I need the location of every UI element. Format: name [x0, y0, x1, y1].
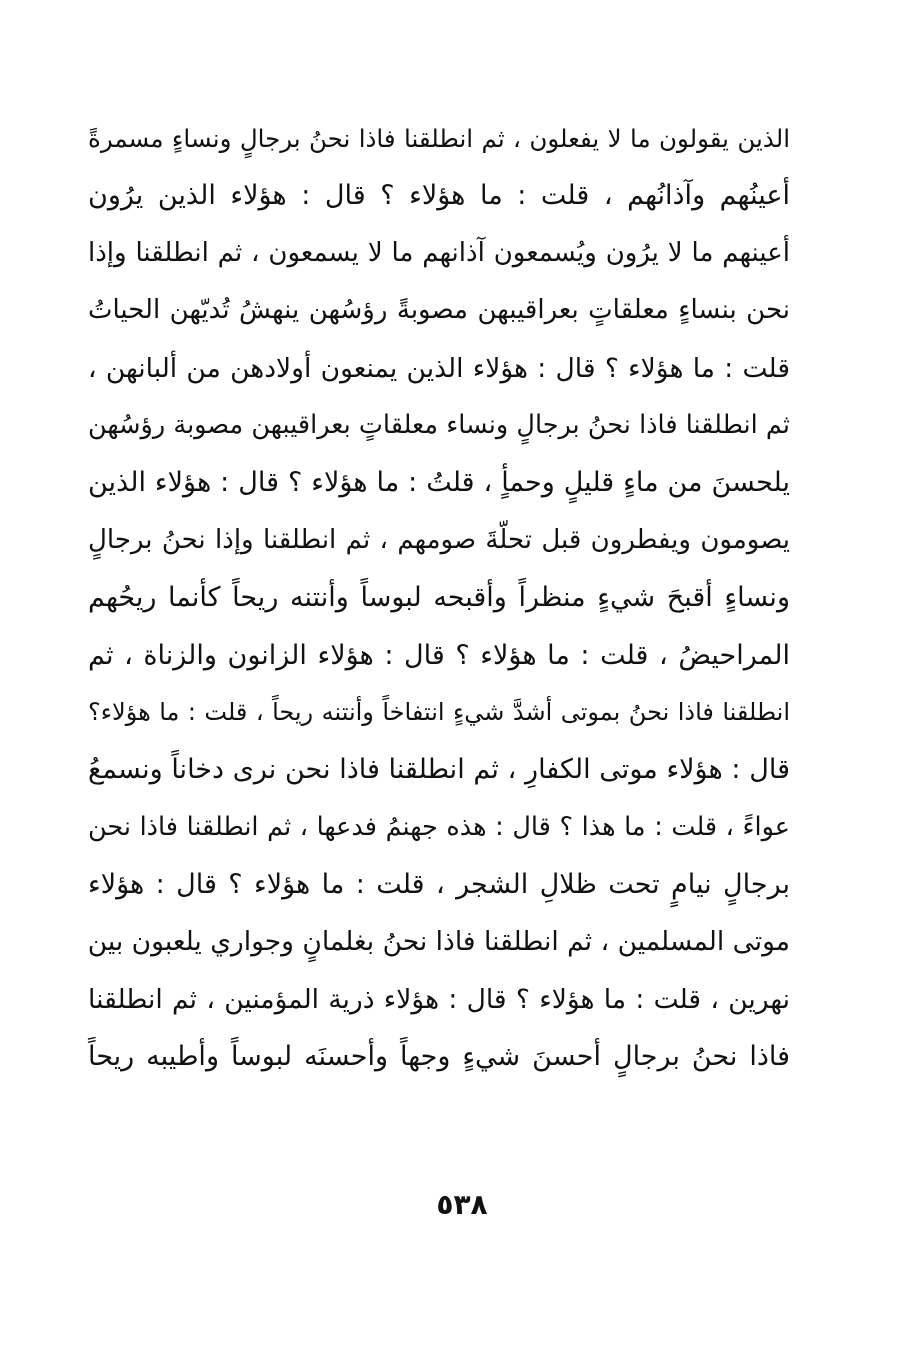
- text-line-12: قال : هؤلاء موتى الكفارِ ، ثم انطلقنا فاذا نحن نرى دخاناً ونسمعُ: [88, 754, 790, 786]
- text-line-11: انطلقنا فاذا نحنُ بموتى أشدَّ شيءٍ انتفاخاً وأنتنه ريحاً ، قلت : ما هؤلاء؟: [88, 697, 790, 726]
- text-line-3: أعينهم ما لا يرُون ويُسمعون آذانهم ما لا يسمعون ، ثم انطلقنا وإذا: [88, 237, 790, 268]
- text-line-7: يلحسنَ من ماءٍ قليلٍ وحمأٍ ، قلتُ : ما هؤلاء ؟ قال : هؤلاء الذين: [88, 467, 790, 499]
- text-line-14: برجالٍ نيامٍ تحت ظلالِ الشجر ، قلت : ما هؤلاء ؟ قال : هؤلاء: [88, 869, 790, 901]
- text-line-15: موتى المسلمين ، ثم انطلقنا فاذا نحنُ بغلمانٍ وجواري يلعبون بين: [87, 926, 790, 958]
- text-line-8: يصومون ويفطرون قبل تحلّةَ صومهم ، ثم انطلقنا وإذا نحنُ برجالٍ: [88, 524, 790, 555]
- text-line-4: نحن بنساءٍ معلقاتٍ بعراقيبهن مصوبةً رؤسُهن ينهشُ تُديّهن الحياتُ: [88, 295, 790, 326]
- body-text: [88, 110, 790, 1086]
- text-line-2: أعينُهم وآذانُهم ، قلت : ما هؤلاء ؟ قال : هؤلاء الذين يرُون: [88, 180, 790, 212]
- text-line-5: قلت : ما هؤلاء ؟ قال : هؤلاء الذين يمنعون أولادهن من ألبانهن ،: [88, 352, 790, 384]
- text-line-1: الذين يقولون ما لا يفعلون ، ثم انطلقنا فاذا نحنُ برجالٍ ونساءٍ مسمرةً: [88, 124, 790, 153]
- text-line-10: المراحيضُ ، قلت : ما هؤلاء ؟ قال : هؤلاء الزانون والزناة ، ثم: [88, 639, 790, 671]
- text-line-6: ثم انطلقنا فاذا نحنُ برجالٍ ونساء معلقاتٍ بعراقيبهن مصوبة رؤسُهن: [88, 409, 790, 440]
- text-line-17: فاذا نحنُ برجالٍ أحسنَ شيءٍ وجهاً وأحسنَه لبوساً وأطيبه ريحاً: [88, 1041, 790, 1073]
- page-number: ٥٣٨: [436, 1188, 488, 1221]
- text-line-9: ونساءٍ أقبحَ شيءٍ منظراً وأقبحه لبوساً وأنتنه ريحاً كأنما ريحُهم: [88, 582, 790, 614]
- text-line-16: نهرين ، قلت : ما هؤلاء ؟ قال : هؤلاء ذرية المؤمنين ، ثم انطلقنا: [88, 983, 790, 1015]
- text-line-13: عواءً ، قلت : ما هذا ؟ قال : هذه جهنمُ فدعها ، ثم انطلقنا فاذا نحن: [88, 811, 790, 842]
